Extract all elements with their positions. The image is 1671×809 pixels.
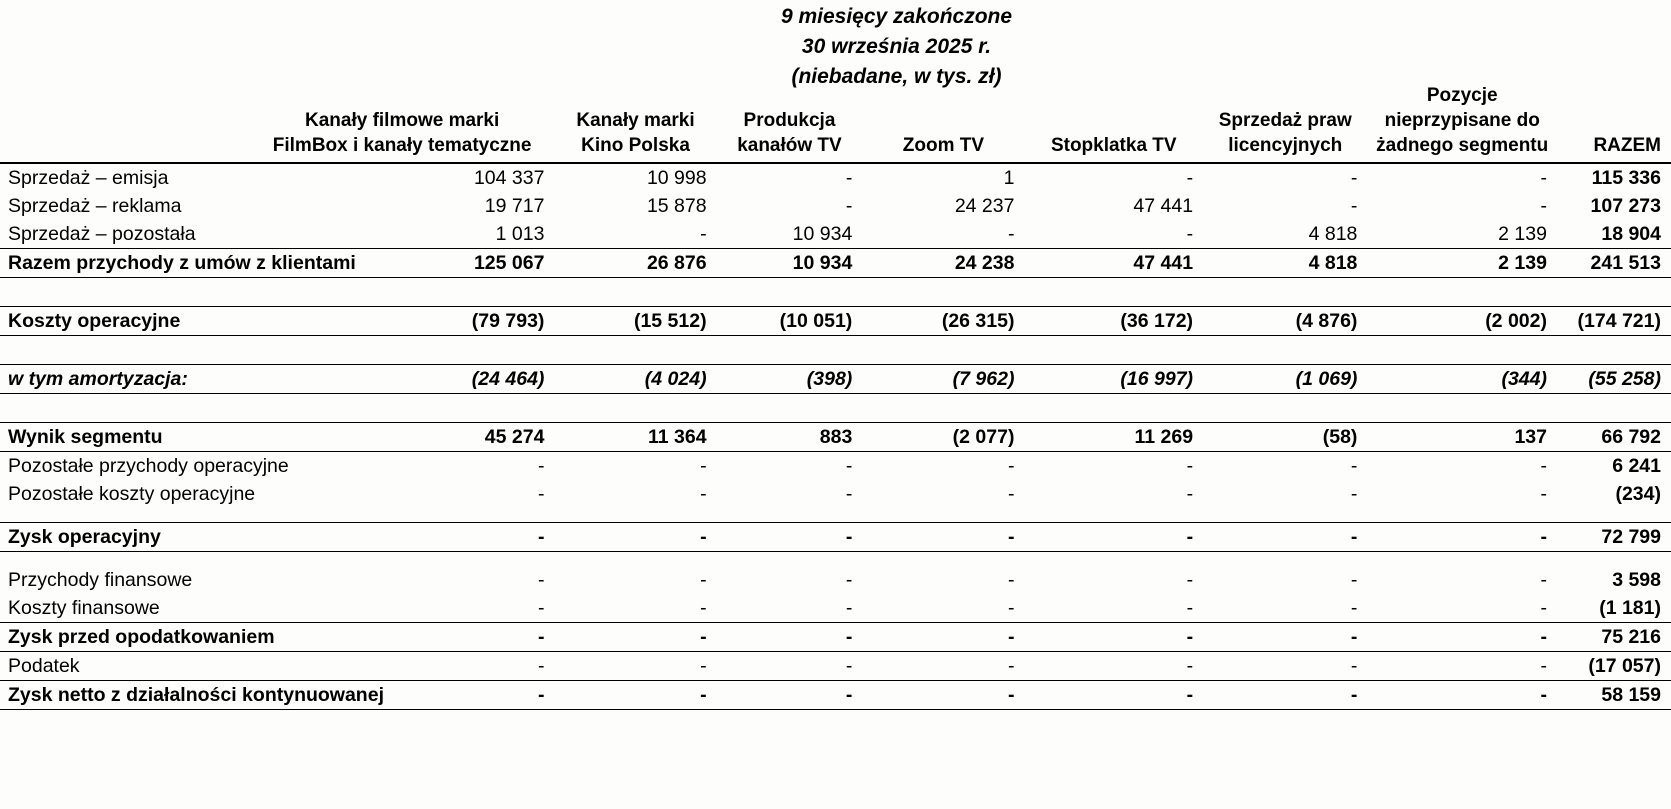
row-value: -: [1540, 569, 1547, 591]
row-value: 19 717: [484, 195, 545, 217]
table-row-segment-result: [0, 423, 1671, 452]
row-value: -: [845, 455, 853, 477]
row-value: 45 274: [484, 426, 545, 448]
row-value: -: [700, 684, 707, 706]
column-header-line-1: Pozycje: [1426, 85, 1498, 106]
row-value: -: [537, 597, 545, 619]
row-value: (15 512): [633, 310, 707, 332]
table-row: [0, 594, 1671, 623]
row-value: (79 793): [471, 310, 545, 332]
row-value: -: [1007, 597, 1015, 619]
row-value: -: [1186, 167, 1194, 189]
column-header-line-2: kanałów TV: [737, 135, 842, 156]
period-line-1: 9 miesięcy zakończone: [780, 5, 1013, 28]
row-value: -: [1007, 483, 1015, 505]
column-header-filmbox: [250, 82, 555, 163]
row-total: (1 181): [1599, 597, 1661, 619]
rule-table-bottom: [0, 710, 1671, 711]
row-value: 883: [819, 426, 853, 448]
row-value: 11 269: [1134, 426, 1194, 448]
row-total: 18 904: [1601, 223, 1661, 245]
section-gap: [0, 394, 1671, 423]
row-value: -: [1350, 684, 1358, 706]
row-label: Zysk netto z działalności kontynuowanej: [8, 684, 384, 706]
column-header-razem: [1557, 82, 1671, 163]
row-value: 10 934: [792, 252, 853, 274]
period-header: [228, 0, 1565, 92]
table-row-operating-profit: [0, 523, 1671, 552]
row-label: Koszty finansowe: [8, 597, 160, 619]
row-value: -: [1350, 526, 1358, 548]
row-value: -: [1350, 195, 1358, 217]
row-value: -: [1540, 167, 1547, 189]
column-header-line-1: Produkcja: [743, 110, 836, 131]
table-row-profit-before-tax: [0, 623, 1671, 652]
row-value: (36 172): [1120, 310, 1194, 332]
table-row-net-profit: [0, 681, 1671, 710]
row-value: -: [1350, 483, 1358, 505]
row-total: (234): [1615, 483, 1661, 505]
row-total: 107 273: [1590, 195, 1661, 217]
row-value: (4 876): [1295, 310, 1358, 332]
row-total: 75 216: [1601, 626, 1661, 648]
row-value: -: [537, 526, 545, 548]
table-row-amortisation: [0, 365, 1671, 394]
row-value: 2 139: [1498, 252, 1547, 274]
row-label: Sprzedaż – emisja: [8, 167, 169, 189]
row-value: -: [1540, 684, 1547, 706]
section-gap: [0, 336, 1671, 365]
row-value: -: [537, 626, 545, 648]
row-value: -: [1186, 597, 1194, 619]
column-header-line-1: Kanały marki: [576, 110, 695, 131]
row-value: -: [845, 167, 853, 189]
row-value: (58): [1322, 426, 1358, 448]
column-header-line-2: licencyjnych: [1228, 135, 1343, 156]
period-line-2: 30 września 2025 r.: [801, 35, 992, 58]
row-value: -: [1540, 483, 1547, 505]
row-value: (10 051): [779, 310, 853, 332]
row-total: 115 336: [1591, 167, 1661, 189]
row-value: (7 962): [952, 368, 1015, 390]
row-value: -: [1186, 526, 1194, 548]
column-header-line-1: Sprzedaż praw: [1218, 110, 1352, 131]
row-value: 11 364: [648, 426, 707, 448]
row-value: -: [700, 655, 707, 677]
column-header-stopklatka-tv: [1024, 82, 1203, 163]
row-total: (17 057): [1588, 655, 1661, 677]
row-value: -: [845, 655, 853, 677]
row-value: 24 237: [954, 195, 1015, 217]
column-header-zoom-tv: [862, 82, 1024, 163]
row-value: -: [1350, 655, 1358, 677]
row-value: (344): [1501, 368, 1547, 390]
row-value: -: [845, 684, 853, 706]
row-label: Koszty operacyjne: [8, 310, 181, 332]
column-header-line-3: żadnego segmentu: [1376, 135, 1549, 156]
row-value: 10 934: [792, 223, 853, 245]
row-value: -: [700, 597, 707, 619]
row-value: -: [1540, 597, 1547, 619]
row-value: 4 818: [1308, 252, 1358, 274]
row-value: -: [1007, 569, 1015, 591]
row-value: -: [1350, 455, 1358, 477]
table-row-operating-costs: [0, 307, 1671, 336]
row-total: 241 513: [1590, 252, 1661, 274]
row-value: 4 818: [1308, 223, 1358, 245]
row-value: -: [1007, 626, 1015, 648]
table-header-row: [0, 82, 1671, 163]
column-header-line-1: Zoom TV: [902, 135, 985, 156]
row-label: Pozostałe przychody operacyjne: [8, 455, 289, 477]
section-gap: [0, 552, 1671, 566]
row-label: Zysk operacyjny: [8, 526, 161, 548]
row-value: -: [1007, 684, 1015, 706]
row-total: 66 792: [1601, 426, 1661, 448]
row-value: -: [1007, 223, 1015, 245]
table-row: [0, 164, 1671, 192]
row-label: Razem przychody z umów z klientami: [8, 252, 356, 274]
row-value: -: [537, 455, 545, 477]
row-value: -: [1007, 655, 1015, 677]
table-row: [0, 452, 1671, 480]
period-line-3: (niebadane, w tys. zł): [791, 65, 1002, 88]
row-value: 10 998: [646, 167, 707, 189]
row-value: -: [1186, 483, 1194, 505]
row-value: -: [537, 569, 545, 591]
row-value: (2 002): [1485, 310, 1547, 332]
section-gap: [0, 278, 1671, 307]
column-header-produkcja: [717, 82, 863, 163]
table-row: [0, 566, 1671, 594]
row-value: (26 315): [941, 310, 1015, 332]
segment-results-table: [0, 82, 1671, 710]
row-value: -: [1350, 569, 1358, 591]
row-label: Podatek: [8, 655, 80, 677]
row-value: -: [1540, 455, 1547, 477]
row-value: -: [845, 526, 853, 548]
row-value: -: [700, 569, 707, 591]
row-value: -: [1540, 195, 1547, 217]
row-value: (16 997): [1120, 368, 1194, 390]
column-header-line-2: nieprzypisane do: [1384, 110, 1540, 131]
row-label: Przychody finansowe: [8, 569, 193, 591]
row-value: -: [1186, 569, 1194, 591]
row-value: -: [845, 597, 853, 619]
row-value: 24 238: [954, 252, 1015, 274]
row-value: -: [1186, 684, 1194, 706]
header-corner-spacer: [0, 82, 250, 163]
column-header-line-1: RAZEM: [1593, 135, 1661, 156]
row-value: -: [845, 195, 853, 217]
row-value: (2 077): [952, 426, 1015, 448]
row-value: -: [1186, 655, 1194, 677]
row-value: -: [845, 626, 853, 648]
row-value: (4 024): [644, 368, 707, 390]
row-value: -: [700, 526, 707, 548]
row-value: -: [1540, 626, 1547, 648]
row-value: -: [845, 483, 853, 505]
row-value: -: [845, 569, 853, 591]
section-gap: [0, 508, 1671, 523]
table-row: [0, 220, 1671, 249]
row-total: 3 598: [1612, 569, 1661, 591]
table-row: [0, 652, 1671, 681]
row-value: -: [1186, 626, 1194, 648]
row-label: Wynik segmentu: [8, 426, 163, 448]
row-total: (55 258): [1588, 368, 1661, 390]
column-header-line-2: FilmBox i kanały tematyczne: [272, 135, 532, 156]
row-value: 26 876: [646, 252, 707, 274]
row-value: (398): [806, 368, 853, 390]
row-value: -: [700, 626, 707, 648]
row-total: 6 241: [1612, 455, 1661, 477]
column-header-kino-polska: [554, 82, 716, 163]
table-row: [0, 480, 1671, 508]
row-value: -: [1350, 167, 1358, 189]
row-label: Zysk przed opodatkowaniem: [8, 626, 275, 648]
row-value: -: [700, 483, 707, 505]
row-value: -: [1186, 455, 1194, 477]
row-total: 58 159: [1601, 684, 1661, 706]
row-value: 47 441: [1133, 195, 1194, 217]
row-value: (1 069): [1295, 368, 1358, 390]
row-label: Pozostałe koszty operacyjne: [8, 483, 256, 505]
row-value: -: [1540, 655, 1547, 677]
row-value: -: [537, 684, 545, 706]
row-value: -: [1007, 455, 1015, 477]
table-row-total-revenue: [0, 249, 1671, 278]
row-value: 47 441: [1133, 252, 1194, 274]
row-value: -: [537, 483, 545, 505]
column-header-line-2: Kino Polska: [581, 135, 690, 156]
row-value: -: [537, 655, 545, 677]
column-header-prawa-licencyjne: [1203, 82, 1367, 163]
table-row: [0, 192, 1671, 220]
row-value: 1 013: [495, 223, 545, 245]
row-value: 15 878: [646, 195, 707, 217]
row-value: -: [1540, 526, 1547, 548]
row-total: (174 721): [1577, 310, 1661, 332]
row-value: 1: [1003, 167, 1015, 189]
column-header-line-1: Stopklatka TV: [1050, 135, 1177, 156]
row-label: w tym amortyzacja:: [8, 368, 188, 390]
row-value: 104 337: [473, 167, 545, 189]
row-value: 2 139: [1498, 223, 1547, 245]
row-total: 72 799: [1601, 526, 1661, 548]
row-label: Sprzedaż – pozostała: [8, 223, 196, 245]
row-label: Sprzedaż – reklama: [8, 195, 182, 217]
row-value: 125 067: [473, 252, 545, 274]
row-value: -: [1350, 626, 1358, 648]
column-header-nieprzypisane: [1367, 82, 1557, 163]
row-value: 137: [1514, 426, 1547, 448]
row-value: -: [1007, 526, 1015, 548]
row-value: -: [700, 455, 707, 477]
row-value: -: [1186, 223, 1194, 245]
row-value: -: [700, 223, 707, 245]
column-header-line-1: Kanały filmowe marki: [304, 110, 500, 131]
row-value: (24 464): [471, 368, 545, 390]
row-value: -: [1350, 597, 1358, 619]
